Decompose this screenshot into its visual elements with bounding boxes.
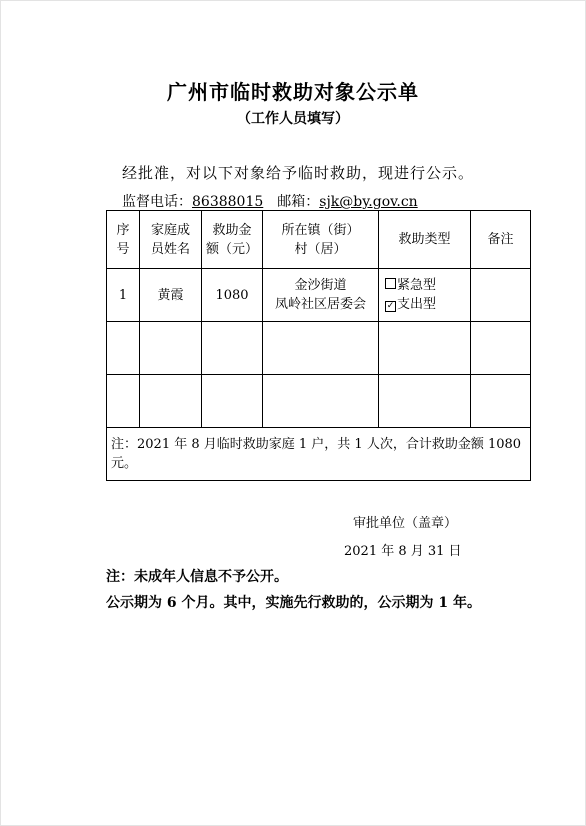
contact-line [122,191,418,211]
table-note-row [107,428,531,481]
header-seq: 序 号 [107,211,140,269]
cell-amount: 1080 [202,269,263,322]
type-option: ✓ 支出型 [386,297,437,312]
intro-text: 经批准，对以下对象给予临时救助，现进行公示。 [122,164,475,182]
document-subtitle: （工作人员填写） [237,111,349,127]
cell-name: 黄霞 [140,269,202,322]
header-name: 家庭成 员姓名 [140,211,202,269]
table-row-empty [107,375,531,428]
phone-number: 86388015 [192,194,264,210]
footnote-period: 公示期为 6 个月。其中，实施先行救助的，公示期为 1 年。 [106,595,481,611]
cell-location: 金沙街道 凤岭社区居委会 [263,269,379,322]
header-type: 救助类型 [379,211,471,269]
footnote-minors: 注：未成年人信息不予公开。 [106,569,288,585]
recipients-table [106,210,531,481]
email-link[interactable]: sjk@by.gov.cn [319,194,418,210]
header-location: 所在镇（街） 村（居） [263,211,379,269]
checkbox-checked-icon: ✓ [386,301,395,311]
cell-remark [471,269,531,322]
checkbox-unchecked-icon [385,278,396,289]
table-row-empty [107,322,531,375]
approval-date: 2021 年 8 月 31 日 [344,544,462,559]
type-option: 紧急型 [385,276,470,295]
phone-label: 监督电话： [122,194,192,210]
document-title: 广州市临时救助对象公示单 [167,80,419,104]
header-amount: 救助金 额（元） [202,211,263,269]
table-row [107,269,531,322]
approval-unit: 审批单位（盖章） [353,516,458,531]
table-header-row [107,211,531,269]
cell-seq: 1 [107,269,140,322]
header-remark: 备注 [471,211,531,269]
email-label: 邮箱： [277,194,320,210]
cell-type [379,269,471,322]
table-note: 注：2021 年 8 月临时救助家庭 1 户，共 1 人次，合计救助金额 1080 元。 [107,428,531,481]
